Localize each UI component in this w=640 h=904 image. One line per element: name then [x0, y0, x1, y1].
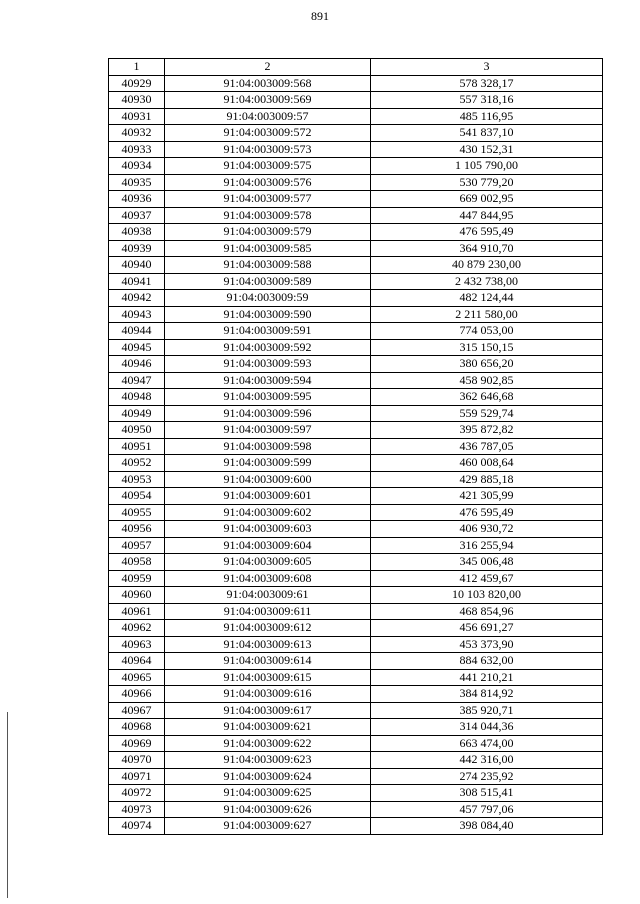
value-cell: 482 124,44 [371, 290, 603, 307]
cadastral-number-cell: 91:04:003009:577 [165, 191, 371, 208]
table-row [109, 207, 603, 224]
row-number-cell: 40952 [109, 455, 165, 472]
cadastral-number-cell: 91:04:003009:615 [165, 669, 371, 686]
row-number-cell: 40941 [109, 273, 165, 290]
cadastral-number-cell: 91:04:003009:57 [165, 108, 371, 125]
cadastral-number-cell: 91:04:003009:579 [165, 224, 371, 241]
value-cell: 456 691,27 [371, 620, 603, 637]
cadastral-number-cell: 91:04:003009:621 [165, 719, 371, 736]
value-cell: 476 595,49 [371, 504, 603, 521]
cadastral-value-table [108, 58, 603, 835]
table-row [109, 257, 603, 274]
cadastral-number-cell: 91:04:003009:568 [165, 75, 371, 92]
value-cell: 429 885,18 [371, 471, 603, 488]
value-cell: 669 002,95 [371, 191, 603, 208]
value-cell: 530 779,20 [371, 174, 603, 191]
row-number-cell: 40959 [109, 570, 165, 587]
row-number-cell: 40940 [109, 257, 165, 274]
table-row [109, 752, 603, 769]
cadastral-number-cell: 91:04:003009:617 [165, 702, 371, 719]
cadastral-number-cell: 91:04:003009:59 [165, 290, 371, 307]
row-number-cell: 40967 [109, 702, 165, 719]
cadastral-number-cell: 91:04:003009:608 [165, 570, 371, 587]
cadastral-number-cell: 91:04:003009:614 [165, 653, 371, 670]
row-number-cell: 40954 [109, 488, 165, 505]
value-cell: 345 006,48 [371, 554, 603, 571]
value-cell: 315 150,15 [371, 339, 603, 356]
value-cell: 442 316,00 [371, 752, 603, 769]
cadastral-number-cell: 91:04:003009:625 [165, 785, 371, 802]
table-row [109, 521, 603, 538]
row-number-cell: 40932 [109, 125, 165, 142]
cadastral-number-cell: 91:04:003009:573 [165, 141, 371, 158]
cadastral-number-cell: 91:04:003009:605 [165, 554, 371, 571]
row-number-cell: 40929 [109, 75, 165, 92]
table-row [109, 92, 603, 109]
cadastral-number-cell: 91:04:003009:575 [165, 158, 371, 175]
cadastral-number-cell: 91:04:003009:597 [165, 422, 371, 439]
row-number-cell: 40933 [109, 141, 165, 158]
row-number-cell: 40956 [109, 521, 165, 538]
row-number-cell: 40935 [109, 174, 165, 191]
row-number-cell: 40961 [109, 603, 165, 620]
value-cell: 398 084,40 [371, 818, 603, 835]
value-cell: 774 053,00 [371, 323, 603, 340]
cadastral-number-cell: 91:04:003009:593 [165, 356, 371, 373]
value-cell: 884 632,00 [371, 653, 603, 670]
table-row [109, 818, 603, 835]
table-row [109, 125, 603, 142]
value-cell: 541 837,10 [371, 125, 603, 142]
cadastral-number-cell: 91:04:003009:578 [165, 207, 371, 224]
value-cell: 453 373,90 [371, 636, 603, 653]
cadastral-number-cell: 91:04:003009:611 [165, 603, 371, 620]
table-row [109, 537, 603, 554]
row-number-cell: 40947 [109, 372, 165, 389]
table-row [109, 686, 603, 703]
row-number-cell: 40955 [109, 504, 165, 521]
table-row [109, 174, 603, 191]
table-row [109, 405, 603, 422]
value-cell: 412 459,67 [371, 570, 603, 587]
value-cell: 406 930,72 [371, 521, 603, 538]
value-cell: 430 152,31 [371, 141, 603, 158]
row-number-cell: 40931 [109, 108, 165, 125]
value-cell: 421 305,99 [371, 488, 603, 505]
table-row [109, 801, 603, 818]
cadastral-number-cell: 91:04:003009:588 [165, 257, 371, 274]
value-cell: 578 328,17 [371, 75, 603, 92]
value-cell: 476 595,49 [371, 224, 603, 241]
table-row [109, 141, 603, 158]
value-cell: 2 211 580,00 [371, 306, 603, 323]
cadastral-number-cell: 91:04:003009:592 [165, 339, 371, 356]
value-cell: 10 103 820,00 [371, 587, 603, 604]
row-number-cell: 40966 [109, 686, 165, 703]
value-cell: 1 105 790,00 [371, 158, 603, 175]
value-cell: 436 787,05 [371, 438, 603, 455]
cadastral-number-cell: 91:04:003009:612 [165, 620, 371, 637]
row-number-cell: 40939 [109, 240, 165, 257]
row-number-cell: 40938 [109, 224, 165, 241]
table-row [109, 587, 603, 604]
table-row [109, 240, 603, 257]
value-cell: 663 474,00 [371, 735, 603, 752]
table-row [109, 323, 603, 340]
value-cell: 485 116,95 [371, 108, 603, 125]
table-row [109, 735, 603, 752]
cadastral-number-cell: 91:04:003009:627 [165, 818, 371, 835]
cadastral-number-cell: 91:04:003009:591 [165, 323, 371, 340]
value-cell: 447 844,95 [371, 207, 603, 224]
value-cell: 40 879 230,00 [371, 257, 603, 274]
table-row [109, 471, 603, 488]
cadastral-number-cell: 91:04:003009:569 [165, 92, 371, 109]
row-number-cell: 40943 [109, 306, 165, 323]
row-number-cell: 40957 [109, 537, 165, 554]
table-row [109, 702, 603, 719]
table-row [109, 356, 603, 373]
table-row [109, 75, 603, 92]
value-cell: 559 529,74 [371, 405, 603, 422]
cadastral-number-cell: 91:04:003009:601 [165, 488, 371, 505]
table-row [109, 636, 603, 653]
table-row [109, 653, 603, 670]
row-number-cell: 40934 [109, 158, 165, 175]
row-number-cell: 40944 [109, 323, 165, 340]
table-row [109, 570, 603, 587]
row-number-cell: 40936 [109, 191, 165, 208]
cadastral-number-cell: 91:04:003009:61 [165, 587, 371, 604]
row-number-cell: 40950 [109, 422, 165, 439]
table-row [109, 438, 603, 455]
table-row [109, 372, 603, 389]
value-cell: 395 872,82 [371, 422, 603, 439]
table-row [109, 339, 603, 356]
table-row [109, 719, 603, 736]
row-number-cell: 40942 [109, 290, 165, 307]
value-cell: 441 210,21 [371, 669, 603, 686]
row-number-cell: 40930 [109, 92, 165, 109]
cadastral-number-cell: 91:04:003009:604 [165, 537, 371, 554]
cadastral-number-cell: 91:04:003009:585 [165, 240, 371, 257]
column-header: 1 [109, 59, 165, 76]
row-number-cell: 40970 [109, 752, 165, 769]
table-row [109, 108, 603, 125]
table-row [109, 669, 603, 686]
table-row [109, 620, 603, 637]
cadastral-number-cell: 91:04:003009:595 [165, 389, 371, 406]
cadastral-number-cell: 91:04:003009:590 [165, 306, 371, 323]
cadastral-number-cell: 91:04:003009:602 [165, 504, 371, 521]
cadastral-number-cell: 91:04:003009:623 [165, 752, 371, 769]
cadastral-number-cell: 91:04:003009:594 [165, 372, 371, 389]
value-cell: 362 646,68 [371, 389, 603, 406]
table-row [109, 273, 603, 290]
value-cell: 457 797,06 [371, 801, 603, 818]
cadastral-number-cell: 91:04:003009:572 [165, 125, 371, 142]
row-number-cell: 40945 [109, 339, 165, 356]
row-number-cell: 40958 [109, 554, 165, 571]
row-number-cell: 40953 [109, 471, 165, 488]
table-row [109, 785, 603, 802]
row-number-cell: 40951 [109, 438, 165, 455]
column-header: 2 [165, 59, 371, 76]
table-row [109, 290, 603, 307]
row-number-cell: 40963 [109, 636, 165, 653]
table-row [109, 554, 603, 571]
row-number-cell: 40948 [109, 389, 165, 406]
cadastral-number-cell: 91:04:003009:589 [165, 273, 371, 290]
table-row [109, 768, 603, 785]
table-row [109, 224, 603, 241]
cadastral-number-cell: 91:04:003009:613 [165, 636, 371, 653]
row-number-cell: 40965 [109, 669, 165, 686]
cadastral-number-cell: 91:04:003009:599 [165, 455, 371, 472]
cadastral-number-cell: 91:04:003009:600 [165, 471, 371, 488]
value-cell: 468 854,96 [371, 603, 603, 620]
cadastral-number-cell: 91:04:003009:576 [165, 174, 371, 191]
row-number-cell: 40971 [109, 768, 165, 785]
value-cell: 308 515,41 [371, 785, 603, 802]
value-cell: 458 902,85 [371, 372, 603, 389]
value-cell: 316 255,94 [371, 537, 603, 554]
column-header: 3 [371, 59, 603, 76]
value-cell: 364 910,70 [371, 240, 603, 257]
value-cell: 314 044,36 [371, 719, 603, 736]
cadastral-number-cell: 91:04:003009:624 [165, 768, 371, 785]
value-cell: 385 920,71 [371, 702, 603, 719]
value-cell: 384 814,92 [371, 686, 603, 703]
table-body [109, 59, 603, 835]
table-row [109, 488, 603, 505]
table-row [109, 422, 603, 439]
row-number-cell: 40949 [109, 405, 165, 422]
table-header-row [109, 59, 603, 76]
row-number-cell: 40974 [109, 818, 165, 835]
cadastral-number-cell: 91:04:003009:598 [165, 438, 371, 455]
cadastral-number-cell: 91:04:003009:603 [165, 521, 371, 538]
row-number-cell: 40962 [109, 620, 165, 637]
cadastral-number-cell: 91:04:003009:622 [165, 735, 371, 752]
cadastral-number-cell: 91:04:003009:596 [165, 405, 371, 422]
value-cell: 2 432 738,00 [371, 273, 603, 290]
row-number-cell: 40969 [109, 735, 165, 752]
row-number-cell: 40937 [109, 207, 165, 224]
table-row [109, 504, 603, 521]
cadastral-number-cell: 91:04:003009:626 [165, 801, 371, 818]
row-number-cell: 40968 [109, 719, 165, 736]
row-number-cell: 40973 [109, 801, 165, 818]
table-row [109, 455, 603, 472]
table-row [109, 389, 603, 406]
row-number-cell: 40946 [109, 356, 165, 373]
value-cell: 557 318,16 [371, 92, 603, 109]
page-number: 891 [311, 9, 329, 23]
value-cell: 460 008,64 [371, 455, 603, 472]
row-number-cell: 40964 [109, 653, 165, 670]
row-number-cell: 40960 [109, 587, 165, 604]
value-cell: 380 656,20 [371, 356, 603, 373]
table-row [109, 191, 603, 208]
table-row [109, 306, 603, 323]
cadastral-number-cell: 91:04:003009:616 [165, 686, 371, 703]
table-row [109, 158, 603, 175]
value-cell: 274 235,92 [371, 768, 603, 785]
row-number-cell: 40972 [109, 785, 165, 802]
margin-line [7, 712, 8, 898]
table-row [109, 603, 603, 620]
